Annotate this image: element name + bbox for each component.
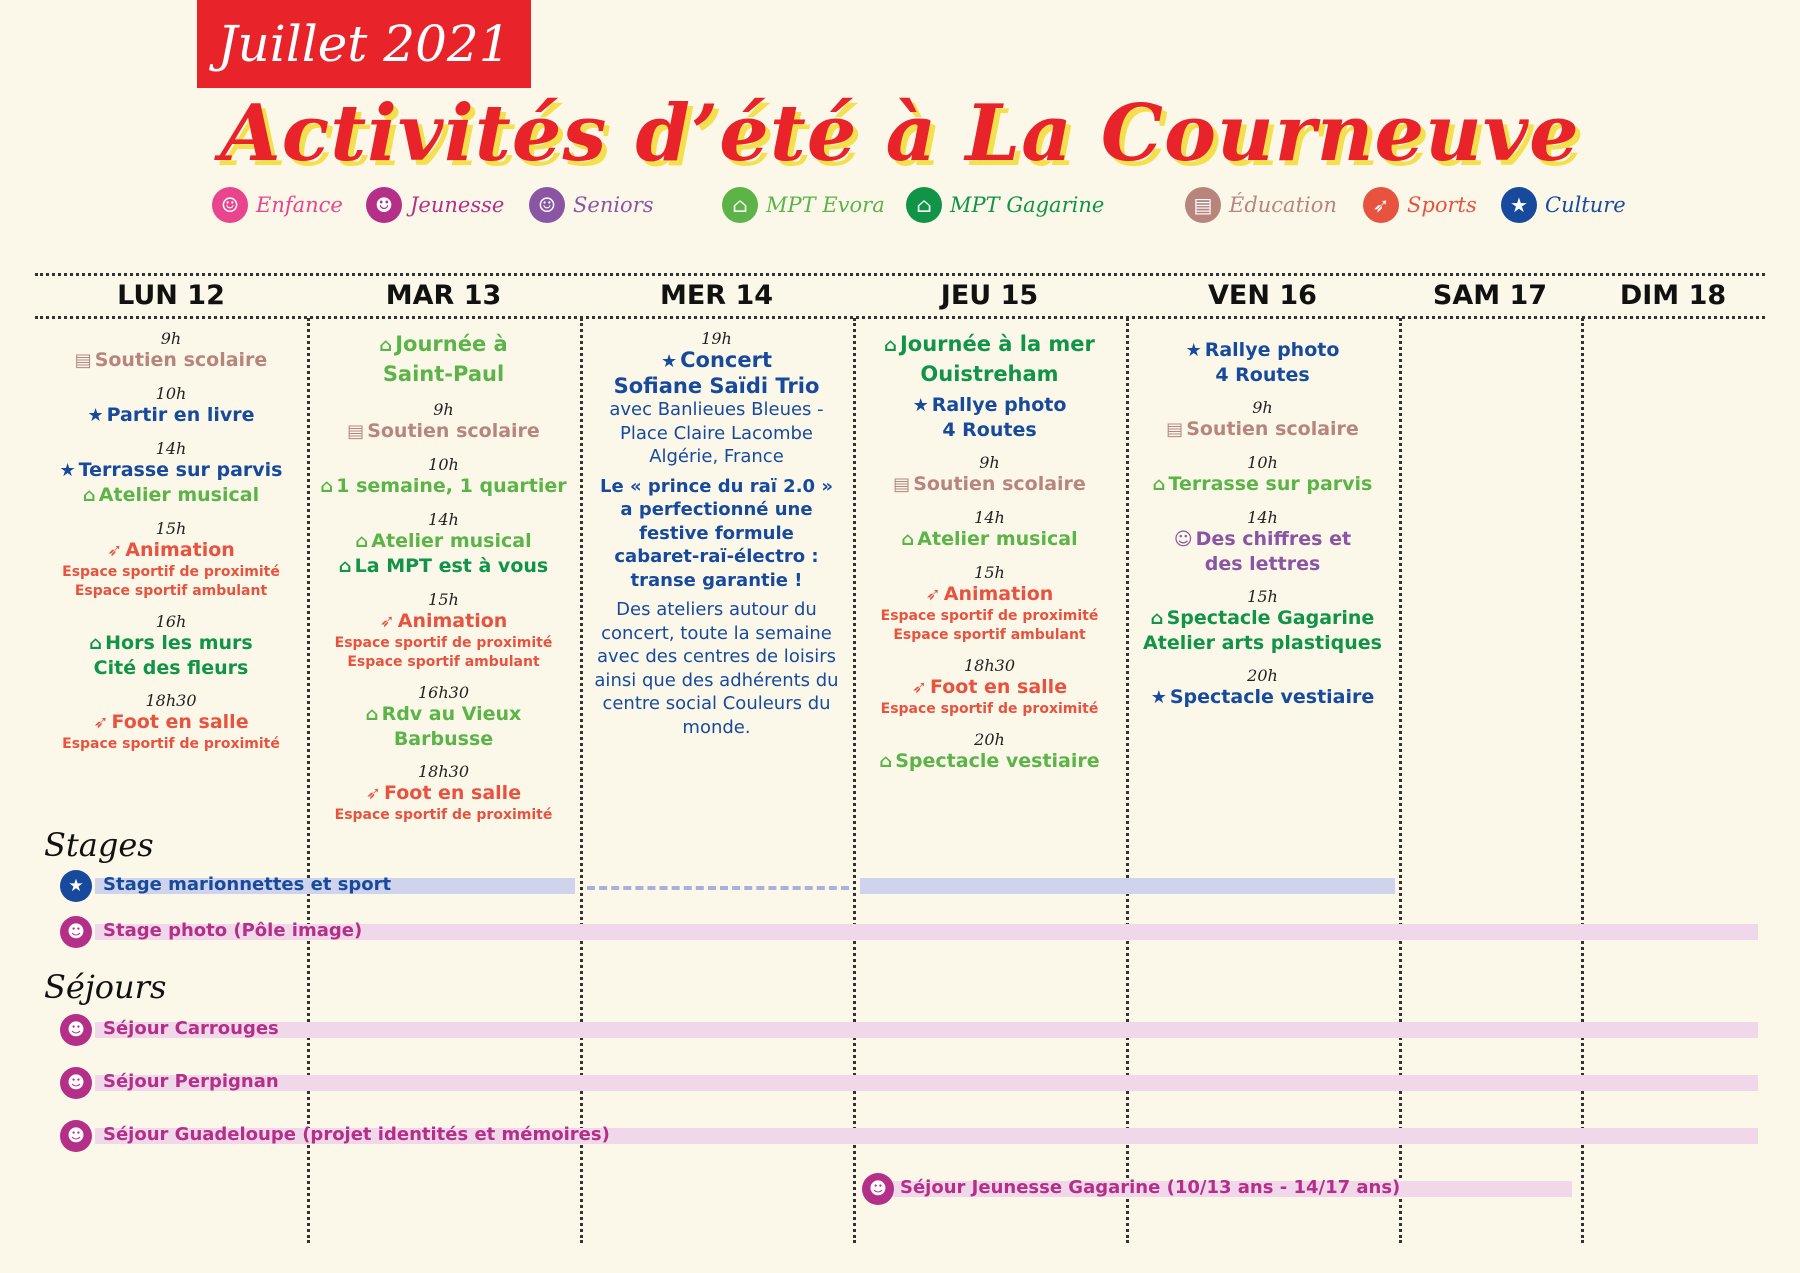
event-label: Hors les murs: [105, 632, 253, 654]
event-label: La MPT est à vous: [354, 555, 549, 577]
event-time: 15h: [1247, 587, 1278, 606]
legend-seniors: [529, 184, 654, 226]
event: [347, 401, 540, 444]
event-label: Atelier musical: [98, 484, 260, 506]
day-column-tue: [307, 330, 580, 837]
event-time: 10h: [428, 455, 459, 474]
day-column-thu: [853, 330, 1126, 786]
legend-label: Culture: [1545, 193, 1626, 217]
event: [893, 454, 1086, 497]
house-icon: ⌂: [320, 476, 334, 497]
star-icon: ★: [59, 460, 76, 481]
event: [335, 763, 553, 825]
event-label: Foot en salle: [384, 782, 522, 804]
timeline-bar: [860, 878, 1395, 894]
event-sub: Espace sportif de proximité: [334, 635, 553, 651]
day-header: MAR 13: [385, 280, 502, 311]
sejour-label: Séjour Guadeloupe (projet identités et mémoires): [103, 1124, 610, 1145]
event: [1153, 454, 1373, 497]
event-text: Place Claire Lacombe: [620, 422, 813, 444]
event-text: avec Banlieues Bleues -: [609, 399, 824, 420]
event-label: des lettres: [1204, 553, 1321, 575]
event: [379, 330, 507, 389]
section-title-sejours: Séjours: [44, 968, 167, 1006]
event: [1166, 399, 1359, 442]
event-label: Rallye photo: [1204, 339, 1340, 361]
event-sub: Espace sportif ambulant: [74, 583, 268, 599]
event-label: Terrasse sur parvis: [78, 459, 283, 481]
event-label: Soutien scolaire: [913, 473, 1086, 495]
event-time: 14h: [155, 439, 187, 458]
star-icon: ★: [60, 870, 92, 902]
event-time: 18h30: [417, 762, 470, 781]
event: [884, 330, 1095, 389]
legend-label: Seniors: [573, 193, 654, 217]
event-label: Atelier arts plastiques: [1143, 632, 1382, 654]
day-column-mon: [35, 330, 307, 766]
event-time: 18h30: [963, 656, 1016, 675]
event-time: 20h: [1247, 666, 1278, 685]
legend-education: [1185, 184, 1337, 226]
book-icon: ▤: [1185, 187, 1221, 223]
house-icon: ⌂: [82, 485, 96, 506]
event-text: festive formule: [639, 522, 794, 544]
event-text: monde.: [682, 716, 751, 738]
event-label: Terrasse sur parvis: [1168, 473, 1373, 495]
event-label: 4 Routes: [1215, 364, 1310, 386]
book-icon: ▤: [74, 350, 92, 371]
house-icon: ⌂: [365, 704, 379, 725]
timeline-bar: [95, 1022, 1758, 1038]
event-label: Soutien scolaire: [367, 420, 540, 442]
event-label: Soutien scolaire: [94, 349, 268, 371]
timeline-bar-dashed: [587, 886, 849, 890]
event-label: 1 semaine, 1 quartier: [336, 475, 567, 497]
legend-culture: [1501, 184, 1626, 226]
stage-label: Stage marionnettes et sport: [103, 874, 392, 895]
event: [609, 330, 823, 469]
youth-icon: ☻: [60, 1067, 92, 1099]
house-icon: ⌂: [338, 556, 352, 577]
day-header: VEN 16: [1208, 280, 1317, 311]
star-icon: ★: [912, 395, 929, 416]
youth-icon: ☻: [60, 916, 92, 948]
event-label: Spectacle vestiaire: [1169, 686, 1375, 708]
sport-icon: ➶: [911, 677, 927, 698]
youth-icon: ☻: [60, 1014, 92, 1046]
event-time: 14h: [1247, 508, 1278, 527]
event-label: Soutien scolaire: [1186, 418, 1359, 440]
house-icon: ⌂: [722, 187, 758, 223]
sport-icon: ➶: [93, 712, 109, 733]
event-text: transe garantie !: [630, 569, 803, 591]
event: [1186, 330, 1340, 387]
stage-label: Stage photo (Pôle image): [103, 920, 363, 941]
event-label: Journée à la mer: [899, 332, 1095, 356]
event-label: Journée à: [395, 332, 508, 356]
event-description: [594, 598, 838, 739]
event: [339, 511, 548, 579]
event-time: 10h: [155, 384, 187, 403]
day-column-fri: [1126, 330, 1399, 722]
event-time: 9h: [160, 329, 182, 348]
legend-enfance: [212, 184, 343, 226]
event-text: a perfectionné une: [620, 499, 813, 520]
event-sub: Espace sportif de proximité: [880, 608, 1099, 624]
legend-label: Sports: [1407, 193, 1477, 217]
day-header: SAM 17: [1432, 280, 1548, 311]
event-time: 14h: [428, 510, 459, 529]
legend-label: MPT Evora: [766, 193, 885, 217]
event: [881, 564, 1099, 645]
event-text: Algérie, France: [649, 446, 784, 467]
event: [335, 591, 553, 672]
sport-icon: ➶: [925, 584, 941, 605]
house-icon: ⌂: [1152, 474, 1166, 495]
event-time: 9h: [979, 453, 1000, 472]
event: [1174, 509, 1351, 576]
event-label: Animation: [125, 539, 235, 561]
house-icon: ⌂: [901, 529, 915, 550]
event-text: cabaret-raï-électro :: [614, 546, 819, 567]
star-icon: ★: [87, 405, 104, 426]
event-sub: Espace sportif de proximité: [62, 564, 280, 580]
star-icon: ★: [660, 351, 678, 372]
event-text: ainsi que des adhérents du: [594, 669, 839, 691]
day-header: LUN 12: [117, 280, 225, 311]
star-icon: ★: [1150, 687, 1167, 708]
house-icon: ⌂: [879, 751, 893, 772]
house-icon: ⌂: [884, 335, 897, 356]
youth-icon: ☻: [60, 1120, 92, 1152]
timeline-bar: [95, 1075, 1758, 1091]
senior-icon: ☺: [529, 187, 565, 223]
event: [913, 393, 1067, 442]
event-label: Ouistreham: [920, 362, 1059, 386]
event-label: Rallye photo: [931, 394, 1067, 416]
event-time: 20h: [974, 730, 1005, 749]
house-icon: ⌂: [1150, 608, 1164, 629]
event-text: concert, toute la semaine: [601, 622, 832, 644]
event: [366, 684, 522, 751]
event-label: Animation: [943, 583, 1054, 605]
month-tag: Juillet 2021: [197, 0, 531, 88]
house-icon: ⌂: [89, 633, 103, 654]
day-header: DIM 18: [1619, 280, 1727, 311]
sport-icon: ➶: [107, 540, 123, 561]
book-icon: ▤: [893, 474, 911, 495]
legend-mpt-evora: [722, 184, 885, 226]
event-label: Partir en livre: [106, 404, 255, 426]
event-label: Spectacle Gagarine: [1166, 607, 1375, 629]
star-icon: ★: [1501, 187, 1537, 223]
event: [881, 657, 1099, 719]
event-label: Animation: [397, 610, 508, 632]
event-sub: Espace sportif de proximité: [334, 807, 553, 823]
event-label: Barbusse: [393, 728, 494, 750]
event: [75, 330, 268, 373]
event-sub: Espace sportif ambulant: [347, 654, 540, 670]
legend-sports: [1363, 184, 1477, 226]
sejour-label: Séjour Jeunesse Gagarine (10/13 ans - 14/17 ans): [900, 1177, 1401, 1198]
youth-icon: ☻: [862, 1173, 894, 1205]
event-label: Atelier musical: [371, 530, 532, 552]
event-sub: Espace sportif ambulant: [893, 627, 1086, 643]
house-icon: ⌂: [355, 531, 369, 552]
event-label: 4 Routes: [942, 419, 1037, 441]
event-sub: Espace sportif de proximité: [880, 701, 1099, 717]
section-title-stages: Stages: [44, 826, 154, 864]
top-rule: [35, 273, 1765, 276]
event: [62, 520, 280, 601]
day-column-wed: [580, 330, 853, 751]
sejour-label: Séjour Perpignan: [103, 1071, 279, 1092]
event-label: Saint-Paul: [382, 362, 505, 386]
legend-label: Jeunesse: [410, 193, 505, 217]
event-time: 14h: [974, 508, 1005, 527]
page-title: Activités d’été à La Courneuve: [220, 88, 1580, 179]
col-divider: [1399, 318, 1402, 1243]
sport-icon: ➶: [365, 783, 381, 804]
legend-label: MPT Gagarine: [950, 193, 1105, 217]
event-time: 15h: [428, 590, 459, 609]
event-label: Rdv au Vieux: [381, 703, 522, 725]
book-icon: ▤: [347, 421, 365, 442]
event-label: Sofiane Saïdi Trio: [613, 374, 820, 398]
star-icon: ★: [1185, 340, 1202, 361]
book-icon: ▤: [1166, 419, 1184, 440]
event-description: [600, 475, 833, 593]
sport-icon: ➶: [1363, 187, 1399, 223]
event: [901, 509, 1077, 552]
event-sub: Espace sportif de proximité: [62, 736, 280, 752]
event-label: Foot en salle: [930, 676, 1068, 698]
event: [60, 440, 283, 508]
event: [1143, 588, 1382, 655]
event-text: Des ateliers autour du: [616, 599, 817, 620]
youth-icon: ☻: [366, 187, 402, 223]
day-header: MER 14: [659, 280, 774, 311]
event: [62, 692, 280, 754]
event: [1151, 667, 1375, 710]
event-time: 19h: [701, 329, 732, 348]
legend-mpt-gagarine: [906, 184, 1104, 226]
legend-label: Éducation: [1229, 193, 1337, 217]
event-time: 9h: [433, 400, 454, 419]
event-text: avec des centres de loisirs: [597, 646, 836, 667]
event-text: Le « prince du raï 2.0 »: [600, 475, 833, 497]
event: [87, 385, 254, 428]
event-label: Cité des fleurs: [93, 657, 249, 679]
event-time: 16h: [155, 612, 187, 631]
event-label: Concert: [680, 348, 772, 372]
legend-label: Enfance: [256, 193, 343, 217]
event-time: 15h: [155, 519, 187, 538]
senior-icon: ☺: [1173, 529, 1193, 550]
legend-jeunesse: [366, 184, 504, 226]
event-label: Foot en salle: [111, 711, 249, 733]
event-label: Des chiffres et: [1195, 528, 1352, 550]
house-icon: ⌂: [906, 187, 942, 223]
event-time: 15h: [974, 563, 1005, 582]
event-label: Atelier musical: [917, 528, 1078, 550]
event-time: 18h30: [145, 691, 197, 710]
sport-icon: ➶: [379, 611, 395, 632]
sejour-label: Séjour Carrouges: [103, 1018, 279, 1039]
house-icon: ⌂: [379, 335, 393, 356]
event: [89, 613, 252, 680]
event-label: Spectacle vestiaire: [895, 750, 1100, 772]
child-icon: ☺: [212, 187, 248, 223]
event-text: centre social Couleurs du: [602, 693, 831, 714]
event-time: 16h30: [417, 683, 469, 702]
col-divider: [1581, 318, 1584, 1243]
day-header: JEU 15: [940, 280, 1039, 311]
event-time: 9h: [1252, 398, 1273, 417]
event: [320, 456, 566, 499]
event: [879, 731, 1099, 774]
event-time: 10h: [1247, 453, 1278, 472]
